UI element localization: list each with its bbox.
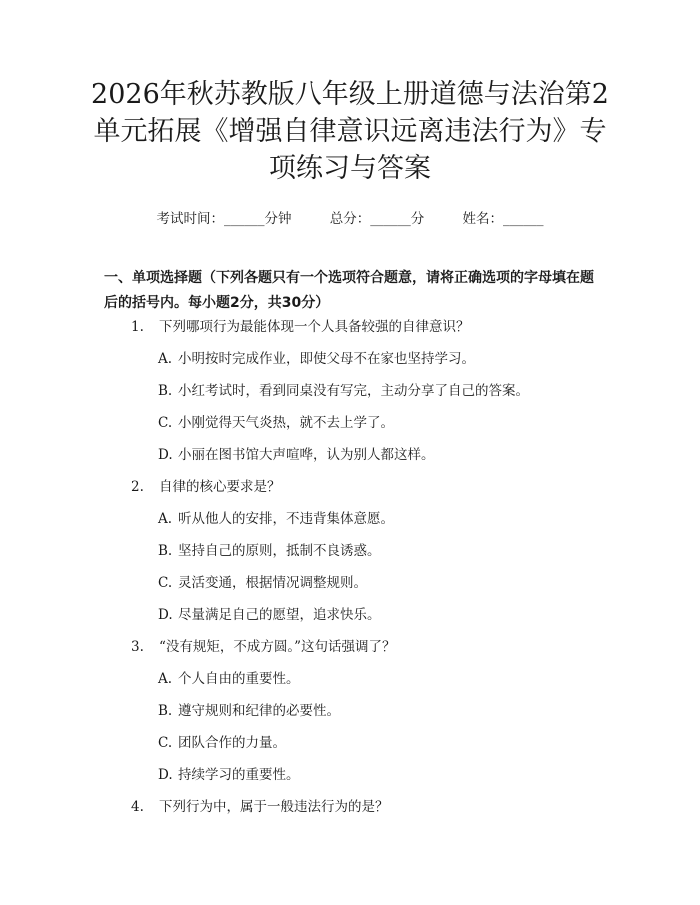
option-text: 小红考试时，看到同桌没有写完，主动分享了自己的答案。 [178,383,529,399]
option-text: 小刚觉得天气炎热，就不去上学了。 [178,415,394,431]
option-text: 尽量满足自己的愿望，追求快乐。 [178,607,381,623]
option-letter: C. [158,575,173,591]
question-number: 1. [131,319,144,335]
question-text: “没有规矩，不成方圆。”这句话强调了？ [159,639,396,655]
option-letter: A. [158,511,173,527]
student-name: 姓名：______ [462,211,544,227]
option-letter: A. [158,671,173,687]
option-letter: D. [158,447,173,463]
question-text: 下列行为中，属于一般违法行为的是？ [159,799,389,815]
option-text: 小明按时完成作业，即使父母不在家也坚持学习。 [178,351,475,367]
exam-meta [0,207,700,227]
option-letter: B. [158,703,173,719]
option-letter: B. [158,383,173,399]
option-text: 个人自由的重要性。 [178,671,300,687]
option-text: 灵活变通，根据情况调整规则。 [178,575,367,591]
option-letter: B. [158,543,173,559]
document-title: 2026年秋苏教版八年级上册道德与法治第2单元拓展《增强自律意识远离违法行为》专项练习与答案 [91,79,609,184]
option-text: 听从他人的安排，不违背集体意愿。 [178,511,394,527]
question-number: 4. [131,799,144,815]
question-number: 2. [131,479,144,495]
option-text: 遵守规则和纪律的必要性。 [178,703,340,719]
option-letter: A. [158,351,173,367]
section-header: 一、单项选择题（下列各题只有一个选项符合题意，请将正确选项的字母填在题后的括号内。每小题2分，共30分） [104,270,594,311]
option-letter: D. [158,607,173,623]
question-text: 下列哪项行为最能体现一个人具备较强的自律意识？ [159,319,470,335]
option-letter: D. [158,767,173,783]
question-number: 3. [131,639,144,655]
exam-time: 考试时间：______分钟 [156,211,292,227]
option-text: 坚持自己的原则，抵制不良诱惑。 [178,543,381,559]
option-text: 持续学习的重要性。 [178,767,300,783]
option-text: 团队合作的力量。 [178,735,286,751]
exam-total-score: 总分：______分 [329,211,425,227]
question-text: 自律的核心要求是？ [159,479,281,495]
option-letter: C. [158,415,173,431]
option-letter: C. [158,735,173,751]
option-text: 小丽在图书馆大声喧哗，认为别人都这样。 [178,447,435,463]
